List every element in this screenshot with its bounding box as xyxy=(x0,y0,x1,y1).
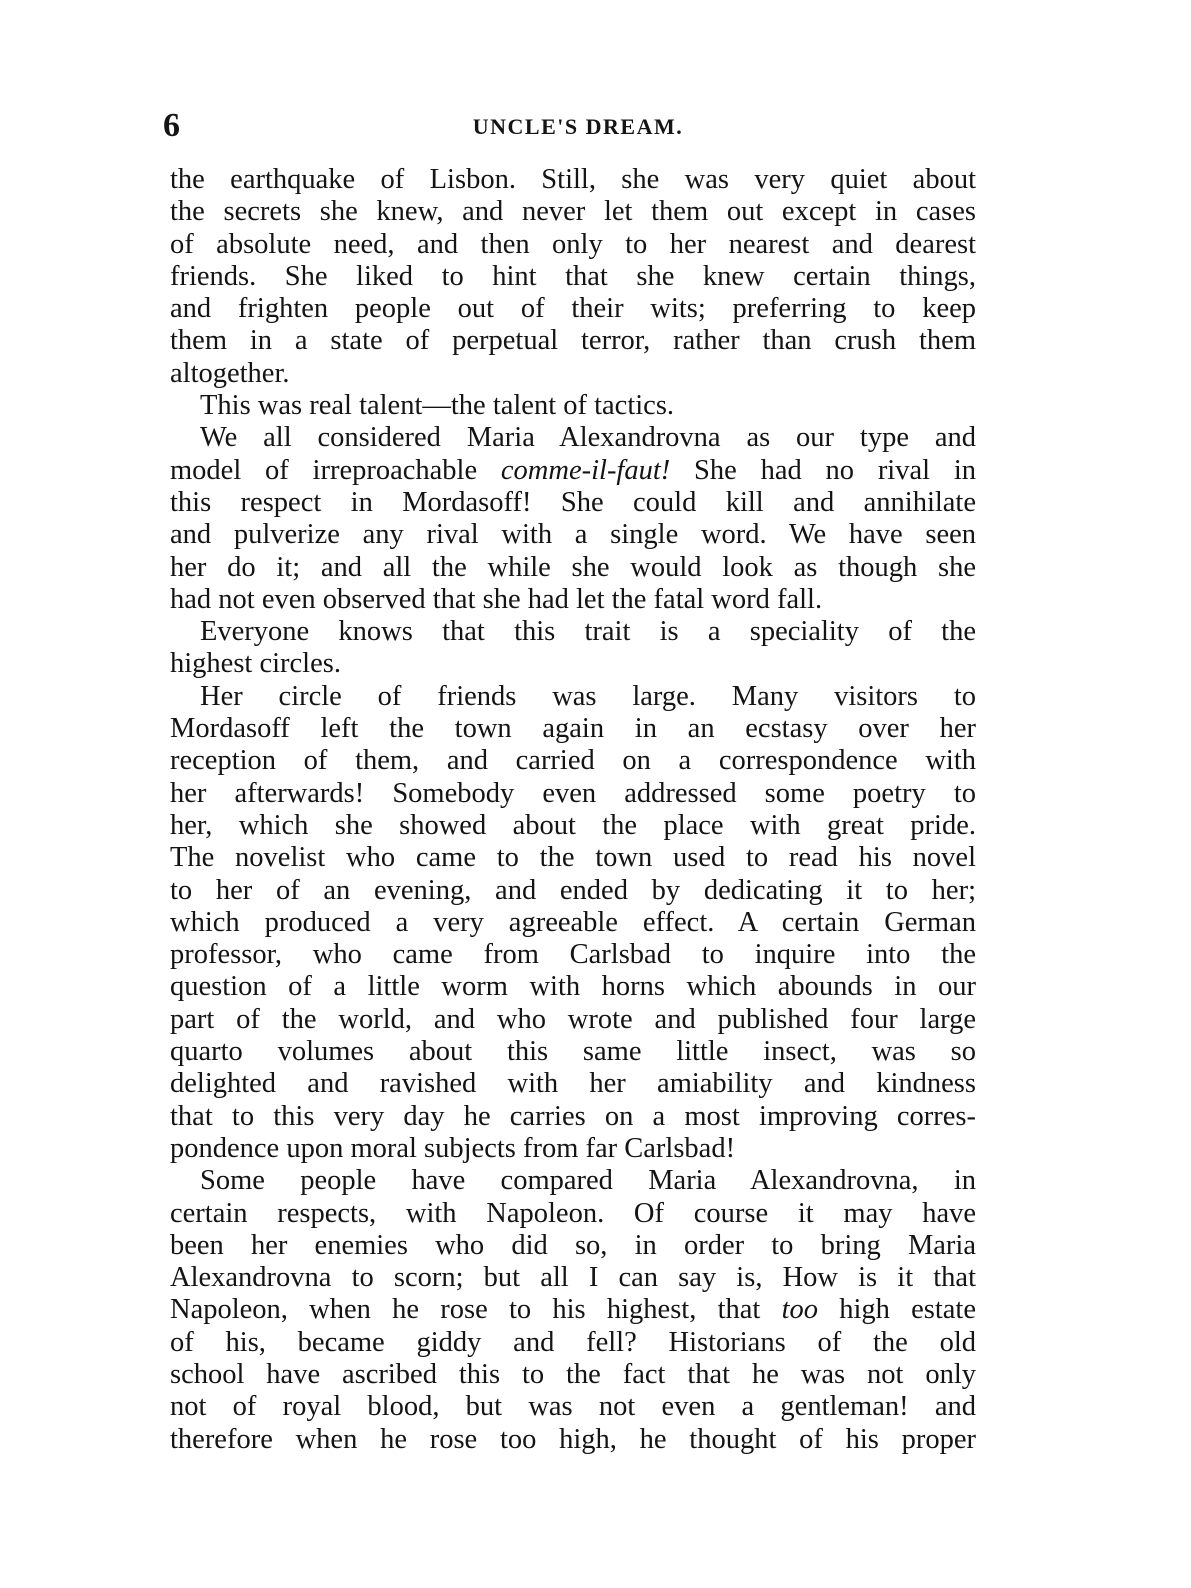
text-line: them in a state of perpetual terror, rather than crush them xyxy=(170,325,976,357)
text-line: part of the world, and who wrote and published four large xyxy=(170,1003,976,1035)
text-line: this respect in Mordasoff! She could kill and annihilate xyxy=(170,486,976,518)
text-line: friends. She liked to hint that she knew certain things, xyxy=(170,260,976,292)
text-segment: model of irreproachable xyxy=(170,454,501,486)
text-segment: high estate xyxy=(817,1294,977,1326)
text-line xyxy=(170,455,976,487)
italic-phrase: comme-il-faut! xyxy=(500,454,671,486)
text-line: Mordasoff left the town again in an ecstasy over her xyxy=(170,713,976,745)
body-text xyxy=(170,164,976,1456)
text-line: been her enemies who did so, in order to bring Maria xyxy=(170,1229,976,1261)
running-header xyxy=(163,106,993,146)
text-line: and frighten people out of their wits; preferring to keep xyxy=(170,293,976,325)
text-line: professor, who came from Carlsbad to inquire into the xyxy=(170,939,976,971)
text-line: pondence upon moral subjects from far Carlsbad! xyxy=(170,1132,736,1164)
text-line: the secrets she knew, and never let them out except in cases xyxy=(170,196,976,228)
text-line: the earthquake of Lisbon. Still, she was very quiet about xyxy=(170,164,976,195)
text-line: delighted and ravished with her amiability and kindness xyxy=(170,1068,976,1100)
text-line: We all considered Maria Alexandrovna as our type and xyxy=(200,422,976,454)
text-line: Alexandrovna to scorn; but all I can say is, How is it that xyxy=(170,1262,976,1294)
text-line: that to this very day he carries on a most improving corres- xyxy=(170,1100,976,1132)
text-segment: Napoleon, when he rose to his highest, that xyxy=(170,1294,782,1326)
text-line: Some people have compared Maria Alexandrovna, in xyxy=(200,1165,976,1197)
text-line: Everyone knows that this trait is a speciality of the xyxy=(200,616,976,648)
text-line: This was real talent—the talent of tactics. xyxy=(200,390,675,422)
text-line: Her circle of friends was large. Many visitors to xyxy=(200,680,976,712)
text-line: question of a little worm with horns which abounds in our xyxy=(170,971,976,1003)
page-number: 6 xyxy=(163,107,180,144)
text-line: school have ascribed this to the fact that he was not only xyxy=(170,1358,976,1390)
text-line: her do it; and all the while she would look as though she xyxy=(170,551,976,583)
text-line xyxy=(170,1294,976,1326)
text-line: had not even observed that she had let the fatal word fall. xyxy=(170,583,823,615)
text-line: her, which she showed about the place with great pride. xyxy=(170,809,976,841)
text-line: therefore when he rose too high, he thought of his proper xyxy=(170,1423,976,1455)
running-title: UNCLE'S DREAM. xyxy=(472,114,684,139)
text-line: highest circles. xyxy=(170,648,341,680)
text-line: to her of an evening, and ended by dedicating it to her; xyxy=(170,874,976,906)
text-line: reception of them, and carried on a correspondence with xyxy=(170,745,976,777)
text-line: The novelist who came to the town used to read his novel xyxy=(170,842,976,874)
italic-phrase: too xyxy=(781,1294,818,1326)
text-line: of absolute need, and then only to her nearest and dearest xyxy=(170,228,976,260)
text-line: which produced a very agreeable effect. A certain German xyxy=(170,906,976,938)
text-line: and pulverize any rival with a single word. We have seen xyxy=(170,519,976,551)
text-segment: She had no rival in xyxy=(670,454,976,486)
text-line: altogether. xyxy=(170,357,290,389)
text-line: certain respects, with Napoleon. Of course it may have xyxy=(170,1197,976,1229)
text-line: quarto volumes about this same little insect, was so xyxy=(170,1036,976,1068)
text-line: not of royal blood, but was not even a gentleman! and xyxy=(170,1391,976,1423)
text-line: her afterwards! Somebody even addressed some poetry to xyxy=(170,777,976,809)
text-line: of his, became giddy and fell? Historians of the old xyxy=(170,1326,976,1358)
